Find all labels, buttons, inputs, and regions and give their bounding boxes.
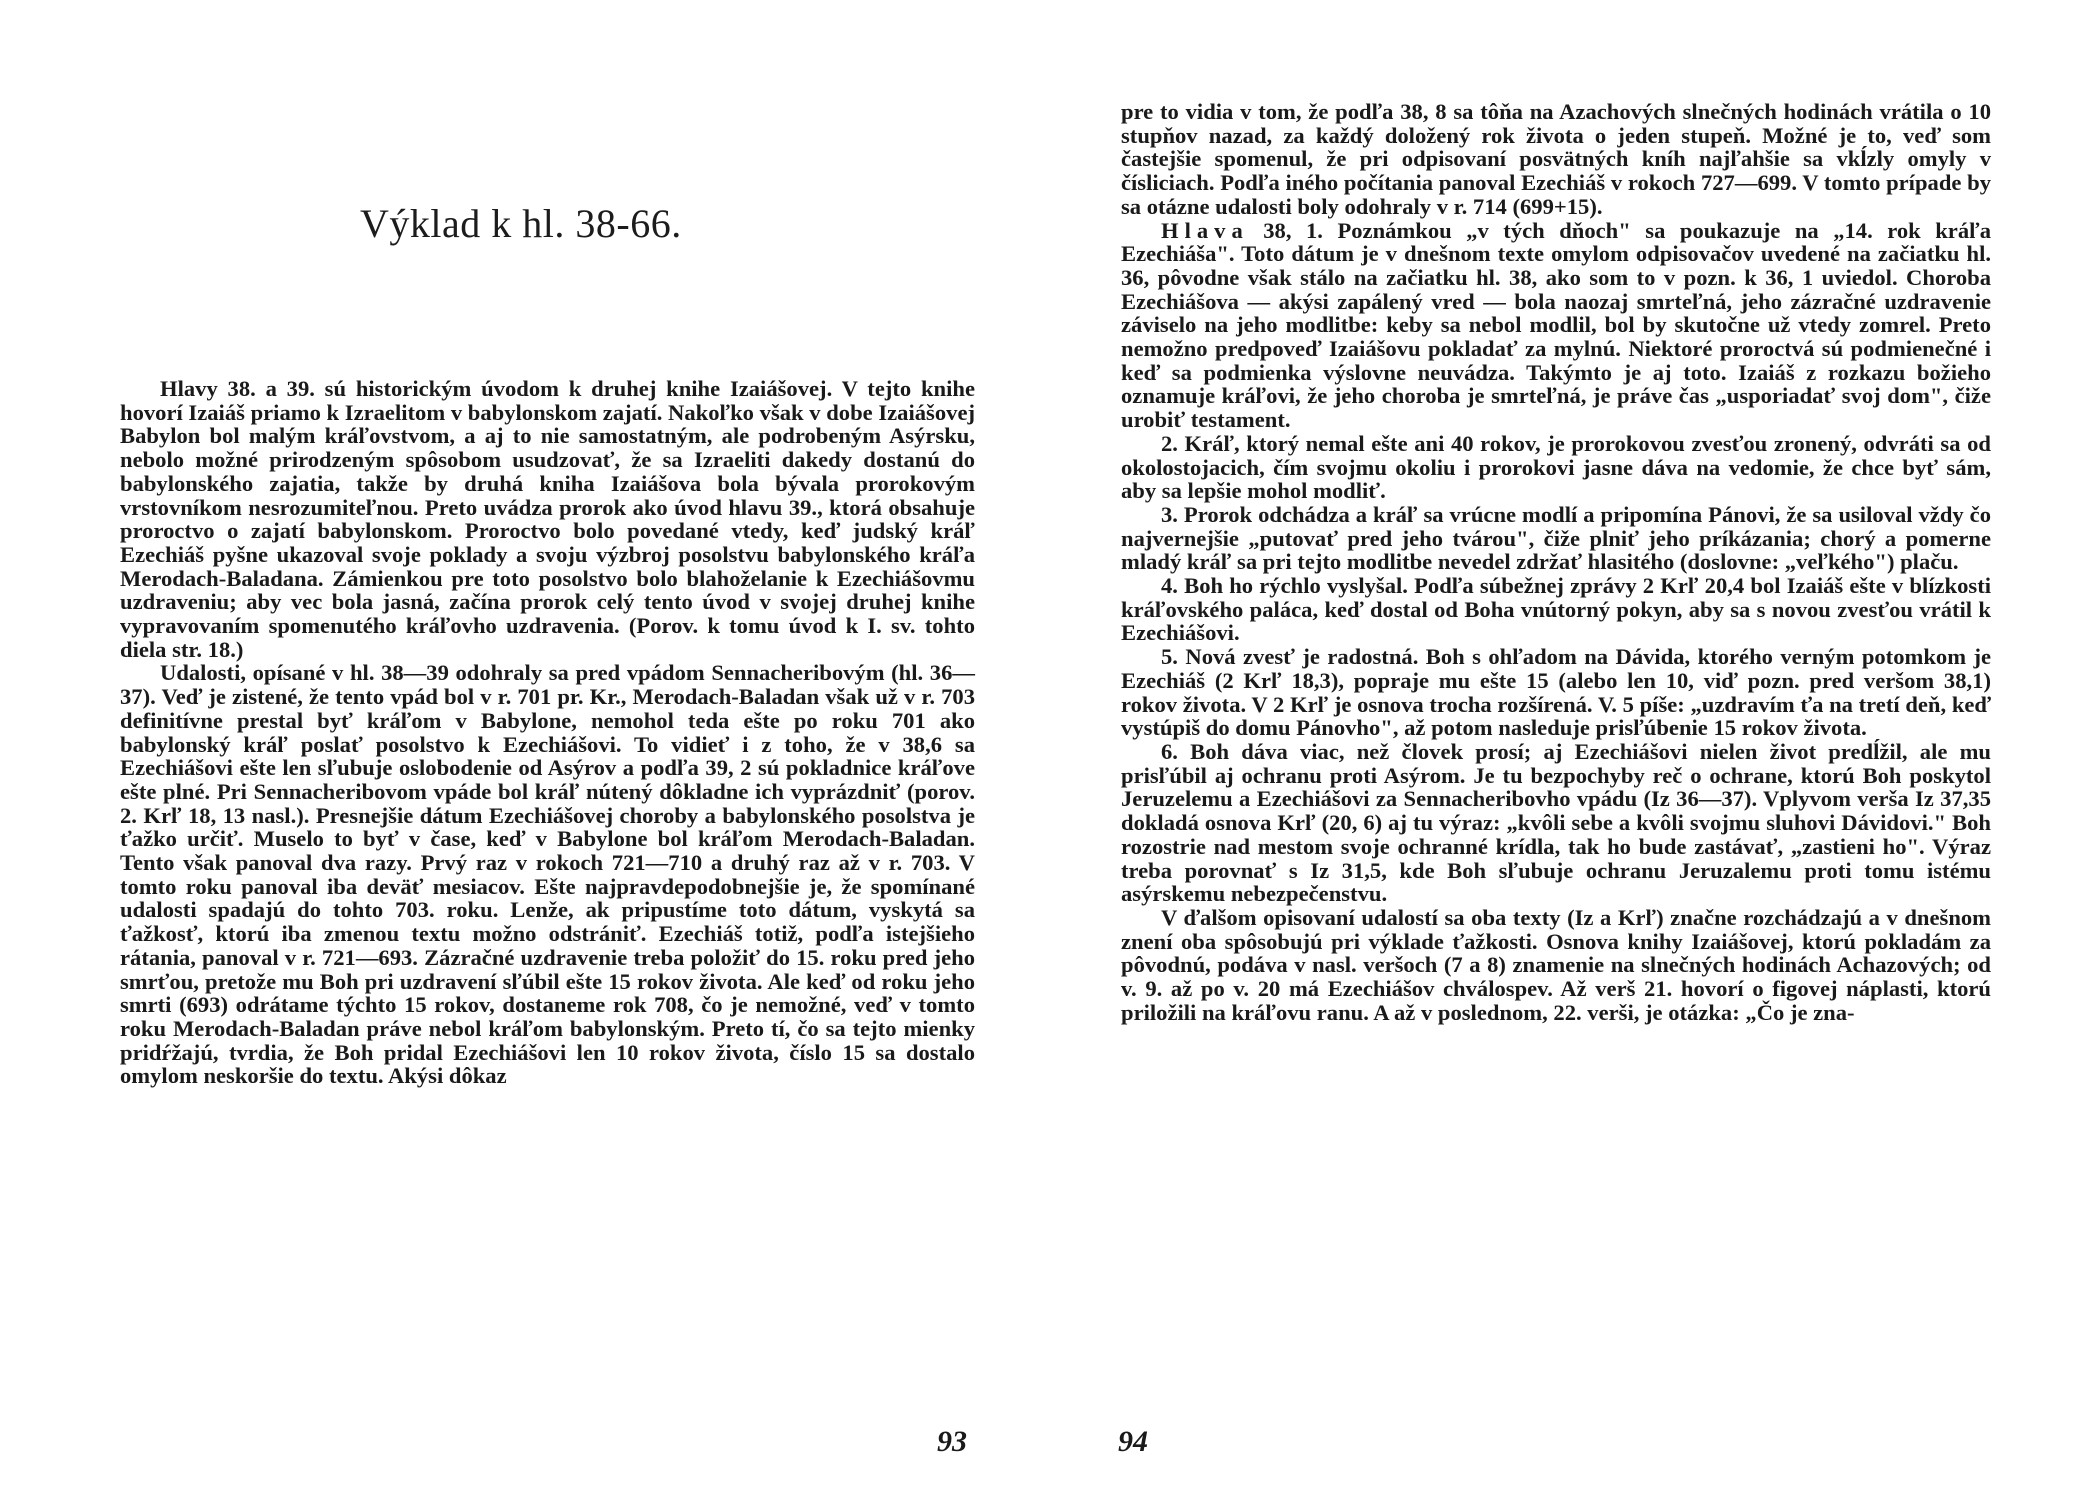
right-page-number: 94 [1118,1425,1148,1458]
right-paragraph-3: 2. Kráľ, ktorý nemal ešte ani 40 rokov, je prorokovou zvesťou zronený, odvráti sa od okolostojacich, čím svojmu okoliu i prorokovi jasne dáva na vedomie, že chce byť sám, aby sa lepšie mohol modliť. [1121,430,1991,504]
section-heading-hlava: Hlava [1161,217,1249,243]
right-paragraph-1: pre to vidia v tom, že podľa 38, 8 sa tôňa na Azachových slnečných hodinách vrátila o 10 stupňov nazad, za každý doložený rok života o jeden stupeň. Možné je to, veď som častejšie spomenul, že pri odpisovaní posvätných kníh najľahšie sa vkĺzly omyly v čísliciach. Podľa iného počítania panoval Ezechiáš v rokoch 727—699. V tomto prípade by sa otázne udalosti boly odohraly v r. 714 (699+15). [1121,99,1991,219]
right-page [1043,0,2086,1500]
left-paragraph-2: Udalosti, opísané v hl. 38—39 odohraly sa pred vpádom Sennacheribovým (hl. 36—37). Veď je zistené, že tento vpád bol v r. 701 pr. Kr., Merodach-Baladan však už v r. 703 definitívne prestal byť kráľom v Babylone, nemohol teda ešte po roku 701 ako babylonský kráľ poslať posolstvo k Ezechiášovi. To vidieť i z toho, že v 38,6 sa Ezechiášovi ešte len sľubuje oslobodenie od Asýrov a podľa 39, 2 sú pokladnice kráľove ešte plné. Pri Sennacheribovom vpáde bol kráľ nútený dôkladne ich vyprázdniť (porov. 2. Krľ 18, 13 nasl.). Presnejšie dátum Ezechiášovej choroby a babylonského posolstva je ťažko určiť. Muselo to byť v čase, keď v Babylone bol kráľom Merodach-Baladan. Tento však panoval dva razy. Prvý raz v rokoch 721—710 a druhý raz až v r. 703. V tomto roku panoval iba deväť mesiacov. Ešte najpravdepodobnejšie je, že spomínané udalosti spadajú do tohto 703. roku. Lenže, ak pripustíme toto dátum, vyskytá sa ťažkosť, ktorú iba zmenou textu možno odstrániť. Ezechiáš totiž, podľa istejšieho rátania, panoval v r. 721—693. Zázračné uzdravenie treba položiť do 15. roku pred jeho smrťou, pretože mu Boh pri uzdravení sľúbil ešte 15 rokov života. Ale keď od roku jeho smrti (693) odrátame týchto 15 rokov, dostaneme rok 708, čo je nemožné, veď v tomto roku Merodach-Baladan práve nebol kráľom babylonským. Preto tí, čo sa tejto mienky pridŕžajú, tvrdia, že Boh pridal Ezechiášovi len 10 rokov života, číslo 15 sa dostalo omylom neskoršie do textu. Akýsi dôkaz [120,660,975,1089]
right-paragraph-6: 5. Nová zvesť je radostná. Boh s ohľadom na Dávida, ktorého verným potomkom je Ezechiáš (2 Krľ 18,3), popraje mu ešte 15 (alebo len 10, viď pozn. pred veršom 38,1) rokov života. V 2 Krľ je osnova trocha rozšírená. V. 5 píše: „uzdravím ťa na tretí deň, keď vystúpiš do domu Pánovho", až potom nasleduje prisľúbenie 15 rokov života. [1121,644,1991,741]
right-paragraph-8: V ďalšom opisovaní udalostí sa oba texty (Iz a Krľ) značne rozchádzajú a v dnešnom znení oba spôsobujú pri výklade ťažkosti. Osnova knihy Izaiášovej, ktorú pokladám za pôvodnú, podáva v nasl. veršoch (7 a 8) znamenie na slnečných hodinách Achazových; od v. 9. až po v. 20 má Ezechiášov chválospev. Až verš 21. hovorí o figovej náplasti, ktorú priložili na kráľovu ranu. A až v poslednom, 22. verši, je otázka: „Čo je zna- [1121,904,1991,1025]
left-page-number: 93 [937,1425,967,1458]
right-paragraph-2-text: 38, 1. Poznámkou „v tých dňoch" sa poukazuje na „14. rok kráľa Ezechiáša". Toto dátum je v dnešnom texte omylom odpisovačov uvedené na začiatku hl. 36, pôvodne však stálo na začiatku hl. 38, ako som to v pozn. k 36, 1 uviedol. Choroba Ezechiášova — akýsi zapálený vred — bola naozaj smrteľná, jeho zázračné uzdravenie záviselo na jeho modlitbe: keby sa nebol modlil, bol by skutočne už vtedy zomrel. Preto nemožno predpoveď Izaiášovu pokladať za mylnú. Niektoré proroctvá sú podmienečné i keď sa podmienka výslovne neuvádza. Takýmto je aj toto. Izaiáš z rozkazu božieho oznamuje kráľovi, že jeho choroba je smrteľná, je práve čas „usporiadať svoj dom", čiže urobiť testament. [1121,217,1991,433]
left-paragraph-1: Hlavy 38. a 39. sú historickým úvodom k druhej knihe Izaiášovej. V tejto knihe hovorí Izaiáš priamo k Izraelitom v babylonskom zajatí. Nakoľko však v dobe Izaiášovej Babylon bol malým kráľovstvom, a aj to nie samostatným, ale podrobeným Asýrsku, nebolo možné prirodzeným spôsobom usudzovať, že sa Izraeliti dakedy dostanú do babylonského zajatia, takže by druhá kniha Izaiášova bola bývala prorokovým vrstovníkom nesrozumiteľnou. Preto uvádza prorok ako úvod hlavu 39., ktorá obsahuje proroctvo o zajatí babylonskom. Proroctvo bolo povedané vtedy, keď judský kráľ Ezechiáš pyšne ukazoval svoje poklady a svoju výzbroj posolstvu babylonského kráľa Merodach-Baladana. Zámienkou pre toto posolstvo bolo blahoželanie k Ezechiášovmu uzdraveniu; aby vec bola jasná, začína prorok celý tento úvod v svojej druhej knihe vypravovaním spomenutého kráľovho uzdravenia. (Porov. k tomu úvod k I. sv. tohto diela str. 18.) [120,376,975,662]
right-paragraph-4: 3. Prorok odchádza a kráľ sa vrúcne modlí a pripomína Pánovi, že sa usiloval vždy čo najvernejšie „putovať pred jeho tvárou", čiže plniť jeho príkázania; chorý a pomerne mladý kráľ sa pri tejto modlitbe nevedel zdržať hlasitého (doslovne: „veľkého") plaču. [1121,501,1991,575]
right-paragraph-7: 6. Boh dáva viac, než človek prosí; aj Ezechiášovi nielen život predĺžil, ale mu prisľúbil aj ochranu proti Asýrom. Je tu bezpochyby reč o ochrane, ktorú Boh poskytol Jeruzelemu a Ezechiášovi za Sennacheribovho vpádu (Iz 36—37). Vplyvom verša Iz 37,35 dokladá osnova Krľ (20, 6) aj tu výraz: „kvôli sebe a kvôli svojmu sluhovi Dávidovi." Boh rozostrie nad mestom svoje ochranné krídla, tak ho bude zastávať, „zastieni ho". Výraz treba porovnať s Iz 31,5, kde Boh sľubuje ochranu Jeruzalemu proti tomu istému asýrskemu nebezpečenstvu. [1121,738,1991,907]
left-page-body [120,377,975,1088]
right-paragraph-5: 4. Boh ho rýchlo vyslyšal. Podľa súbežnej zprávy 2 Krľ 20,4 bol Izaiáš ešte v blízkosti kráľovského paláca, keď dostal od Boha vnútorný pokyn, aby sa s novou zvesťou vrátil k Ezechiášovi. [1121,573,1991,646]
chapter-title: Výklad k hl. 38-66. [360,201,682,246]
right-page-body [1121,100,1991,1024]
right-paragraph-2 [1121,219,1991,432]
